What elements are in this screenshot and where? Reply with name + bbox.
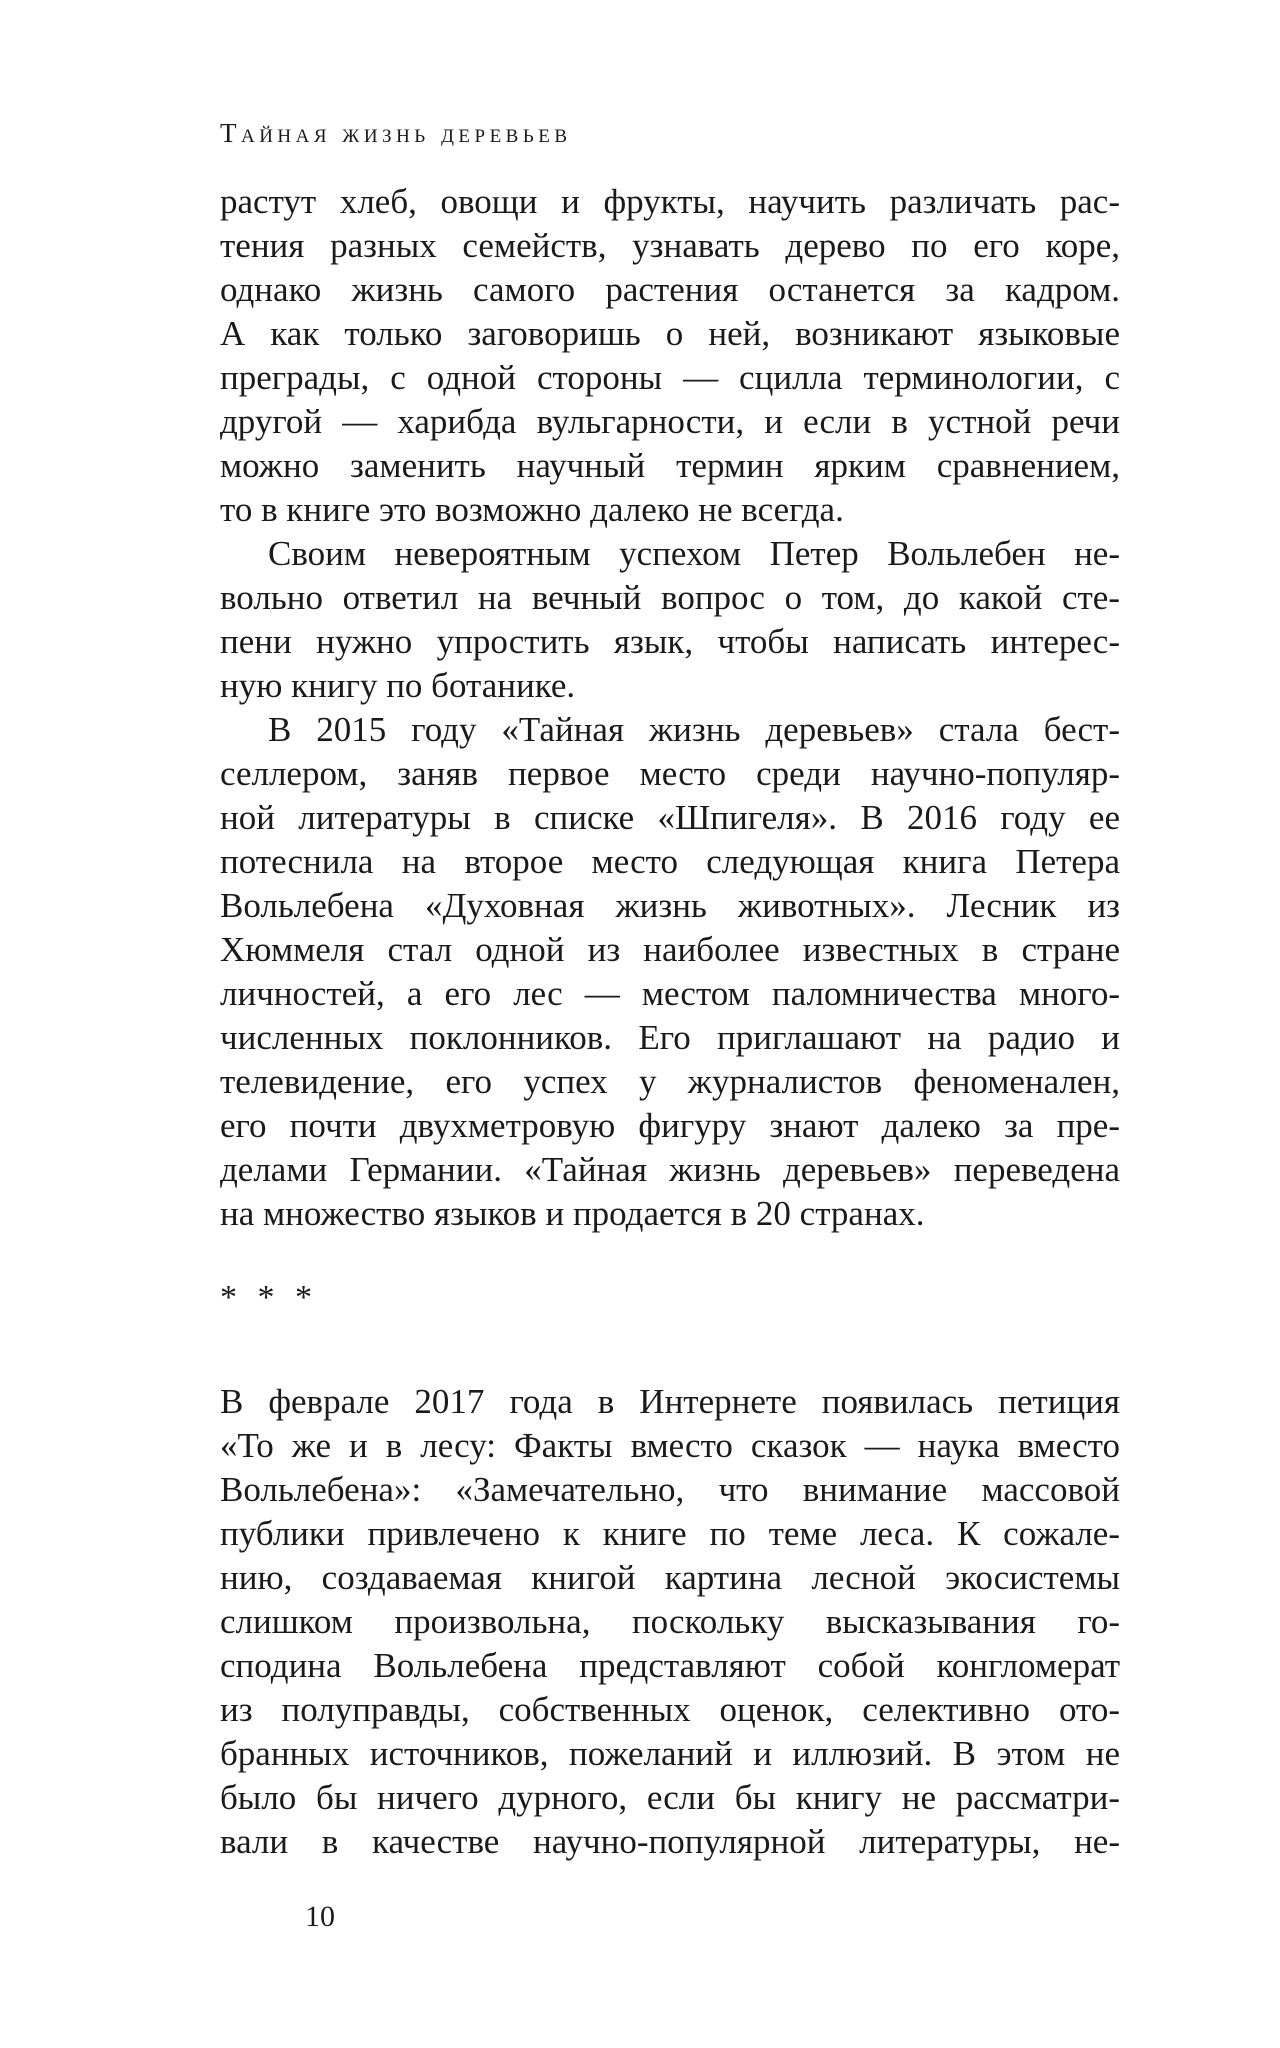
text-line: другой — харибда вульгарности, и если в устной речи bbox=[220, 402, 1120, 441]
text-line: Хюммеля стал одной из наиболее известных в стране bbox=[220, 930, 1120, 969]
text-line: тения разных семейств, узнавать дерево по его коре, bbox=[220, 226, 1120, 265]
text-line: слишком произвольна, поскольку высказывания го- bbox=[220, 1602, 1120, 1641]
text-line: растут хлеб, овощи и фрукты, научить различать рас- bbox=[220, 182, 1120, 221]
text-line: личностей, а его лес — местом паломничества много- bbox=[220, 974, 1120, 1013]
text-line: было бы ничего дурного, если бы книгу не рассматри- bbox=[220, 1778, 1120, 1817]
text-line: преграды, с одной стороны — сцилла терминологии, с bbox=[220, 358, 1120, 397]
section-separator: * * * bbox=[220, 1279, 318, 1316]
text-line: «То же и в лесу: Факты вместо сказок — наука вместо bbox=[220, 1426, 1120, 1465]
running-head: Тайная жизнь деревьев bbox=[220, 118, 572, 148]
text-line: то в книге это возможно далеко не всегда. bbox=[220, 490, 844, 529]
text-line: из полуправды, собственных оценок, селективно ото- bbox=[220, 1690, 1120, 1729]
text-line: делами Германии. «Тайная жизнь деревьев» переведена bbox=[220, 1150, 1120, 1189]
text-line: ной литературы в списке «Шпигеля». В 2016 году ее bbox=[220, 798, 1120, 837]
text-line: однако жизнь самого растения останется за кадром. bbox=[220, 270, 1120, 309]
text-line: потеснила на второе место следующая книга Петера bbox=[220, 842, 1120, 881]
text-line: его почти двухметровую фигуру знают далеко за пре- bbox=[220, 1106, 1120, 1145]
text-line: сподина Вольлебена представляют собой конгломерат bbox=[220, 1646, 1120, 1685]
text-line: селлером, заняв первое место среди научно-популяр- bbox=[220, 754, 1120, 793]
text-line: бранных источников, пожеланий и иллюзий. В этом не bbox=[220, 1734, 1120, 1773]
text-line: вали в качестве научно-популярной литературы, не- bbox=[220, 1822, 1120, 1861]
text-block-second bbox=[220, 1380, 1120, 1864]
page-number: 10 bbox=[305, 1900, 335, 1933]
text-line: В феврале 2017 года в Интернете появилась петиция bbox=[220, 1382, 1120, 1421]
text-line: публики привлечено к книге по теме леса. К сожале- bbox=[220, 1514, 1120, 1553]
text-line: ную книгу по ботанике. bbox=[220, 666, 576, 705]
text-line: телевидение, его успех у журналистов феноменален, bbox=[220, 1062, 1120, 1101]
text-line: Вольлебена»: «Замечательно, что внимание массовой bbox=[220, 1470, 1120, 1509]
text-line: на множество языков и продается в 20 странах. bbox=[220, 1194, 925, 1233]
text-line: Вольлебена «Духовная жизнь животных». Лесник из bbox=[220, 886, 1120, 925]
text-line: можно заменить научный термин ярким сравнением, bbox=[220, 446, 1120, 485]
text-line: вольно ответил на вечный вопрос о том, до какой сте- bbox=[220, 578, 1120, 617]
text-line: пени нужно упростить язык, чтобы написать интерес- bbox=[220, 622, 1120, 661]
text-block-main bbox=[220, 180, 1120, 1236]
text-line: А как только заговоришь о ней, возникают языковые bbox=[220, 314, 1120, 353]
text-line: численных поклонников. Его приглашают на радио и bbox=[220, 1018, 1120, 1057]
text-line: В 2015 году «Тайная жизнь деревьев» стала бест- bbox=[268, 710, 1120, 749]
text-line: Своим невероятным успехом Петер Вольлебен не- bbox=[268, 534, 1120, 573]
text-line: нию, создаваемая книгой картина лесной экосистемы bbox=[220, 1558, 1120, 1597]
